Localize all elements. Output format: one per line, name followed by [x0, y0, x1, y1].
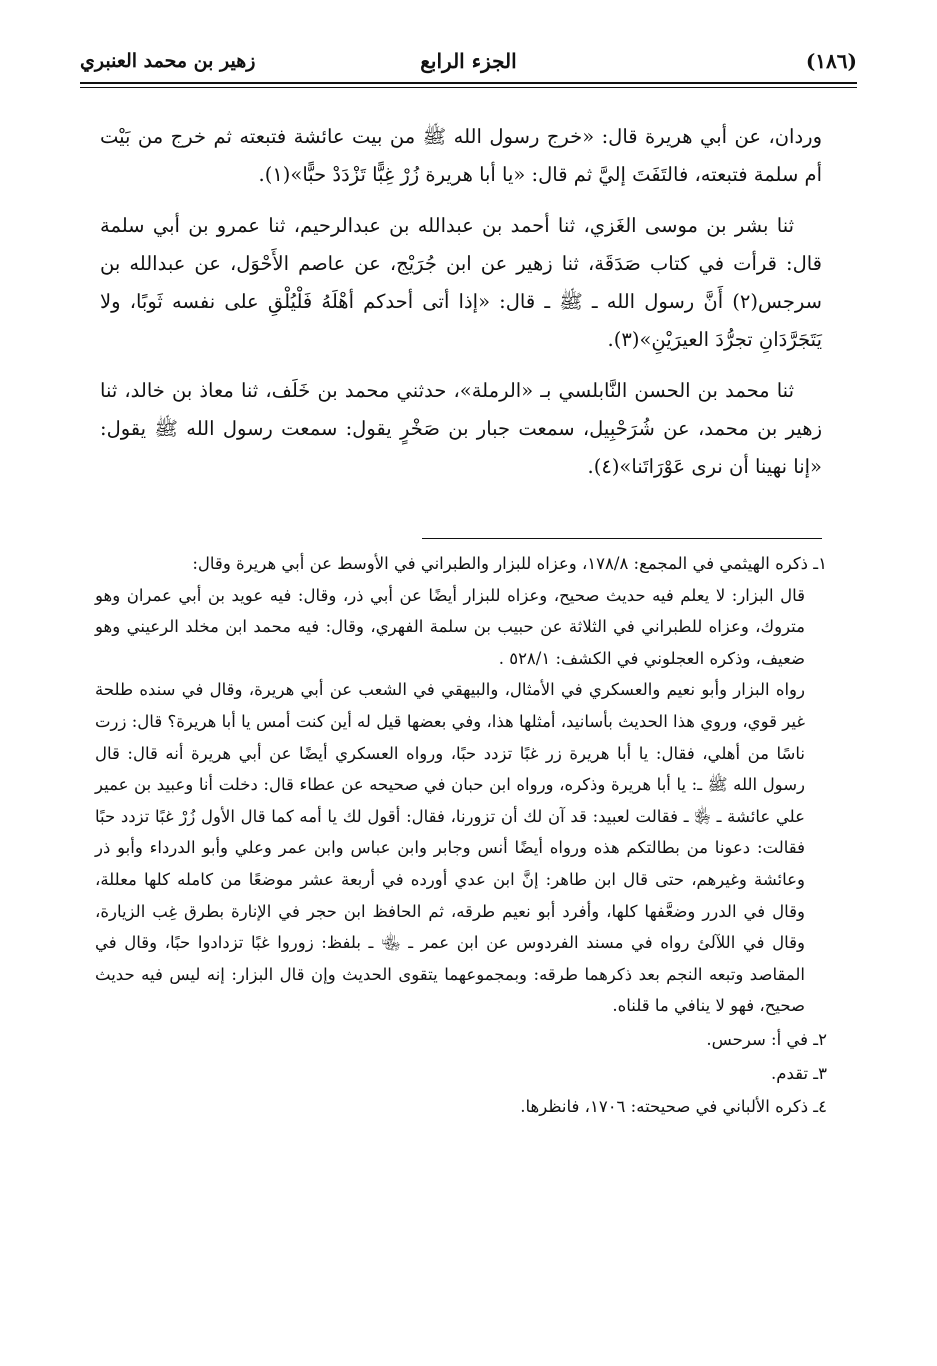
footnote-1-continued: قال البزار: لا يعلم فيه حديث صحيح، وعزاه للبزار أيضًا عن أبي ذر، وقال: فيه عويد بن أبي عمران وهو متروك، وعزاه للطبراني في الثلاثة عن حبيب بن سلمة الفهري، وقال: فيه محمد ابن مخلد الرعيني وهو ضعيف، وذكره العجلوني في الكشف: ٥٢٨/١ .	[95, 585, 805, 668]
footnote-3: ٣ـ تقدم.	[770, 1063, 827, 1083]
header-part: الجزء الرابع	[420, 49, 517, 73]
footnote-4: ٤ـ ذكره الألباني في صحيحته: ١٧٠٦، فانظرها.	[520, 1097, 827, 1117]
running-header	[80, 40, 857, 82]
footnote-2: ٢ـ في أ: سرحس.	[706, 1029, 827, 1049]
main-text	[100, 118, 822, 499]
footnotes	[95, 548, 827, 1123]
footnote-1-lead: ١ـ ذكره الهيثمي في المجمع: ١٧٨/٨، وعزاه للبزار والطبراني في الأوسط عن أبي هريرة وقال:	[192, 554, 827, 573]
paragraph-3: ثنا محمد بن الحسن النَّابلسي بـ «الرملة»، حدثني محمد بن خَلَف، ثنا معاذ بن خالد، ثنا زهير بن محمد، عن شُرَحْبِيل، سمعت جبار بن صَخْرٍ يقول: سمعت رسول الله ﷺ يقول: «إنا نهينا أن نرى عَوْرَاتَنا»(٤).	[100, 379, 822, 478]
paragraph-1: وردان، عن أبي هريرة قال: «خرج رسول الله ﷺ من بيت عائشة فتبعته ثم خرج من بَيْت أم سلمة فتبعته، فالتَفَتَ إليَّ ثم قال: «يا أبا هريرة زُرْ غِبًّا تَزْدَدْ حبًّا»(١).	[100, 125, 822, 186]
header-rule	[80, 82, 857, 84]
footnote-1-body: رواه البزار وأبو نعيم والعسكري في الأمثال، والبيهقي في الشعب عن أبي هريرة، وقال في سنده طلحة غير قوي، وروي هذا الحديث بأسانيد، أمثلها هذا، وفي بعضها قيل له أين كنت أمس يا أبا هريرة؟ قال: زرت ناسًا من أهلي، فقال: يا أبا هريرة زر غبًا تزدد حبًا، ورواه العسكري أيضًا عن أبي هريرة أنه قال: قال رسول الله ﷺ ـ: يا أبا هريرة وذكره، ورواه ابن حبان في صحيحه عن عطاء قال: دخلت أنا وعبيد بن عمير علي عائشة ـ ﵂ ـ فقالت لعبيد: قد آن لك أن تزورنا، فقال: أقول لك يا أمه كما قال الأول زُرْ غبًا تزدد حبًا فقالت: دعونا من بطالتكم هذه ورواه أيضًا أنس وجابر وابن عباس وابن عمر وعلي وأبو الدرداء وأبو ذر وعائشة وغيرهم، حتى قال ابن طاهر: إنَّ ابن عدي أورده في أربعة عشر موضعًا من كامله كلها معللة، وقال في الدرر وضعَّفها كلها، وأفرد أبو نعيم طرقه، ثم الحافظ ابن حجر في الإنارة بطرق غِب الزيارة، وقال في اللآلئ رواه في مسند الفردوس عن ابن عمر ـ ﵄ ـ بلفظ: زوروا غبًا تزدادوا حبًا، وقال في المقاصد وتبعه النجم بعد ذكرهما طرقه: وبمجموعهما يتقوى الحديث وإن قال البزار: إنه ليس فيه حديث صحيح، فهو لا ينافي ما قلناه.	[95, 680, 805, 1016]
page-number: (١٨٦)	[805, 49, 857, 73]
footnote-separator	[422, 538, 822, 539]
header-author: زهير بن محمد العنبري	[80, 50, 256, 72]
paragraph-2: ثنا بشر بن موسى الغَزي، ثنا أحمد بن عبدالله بن عبدالرحيم، ثنا عمرو بن أبي سلمة قال: قرأت في كتاب صَدَقَة، ثنا زهير عن ابن جُرَيْج، عن عاصم الأَحْوَل، عن عبدالله بن سرجس(٢) أَنَّ رسول الله ـ ﷺ ـ قال: «إذا أتى أحدكم أهْلَهُ فَلْيُلْقِ على نفسه ثَوبًا، ولا يَتَجَرَّدَانِ تجرُّدَ العيرَيْنِ»(٣).	[100, 214, 822, 351]
header-rule-thin	[80, 87, 857, 88]
